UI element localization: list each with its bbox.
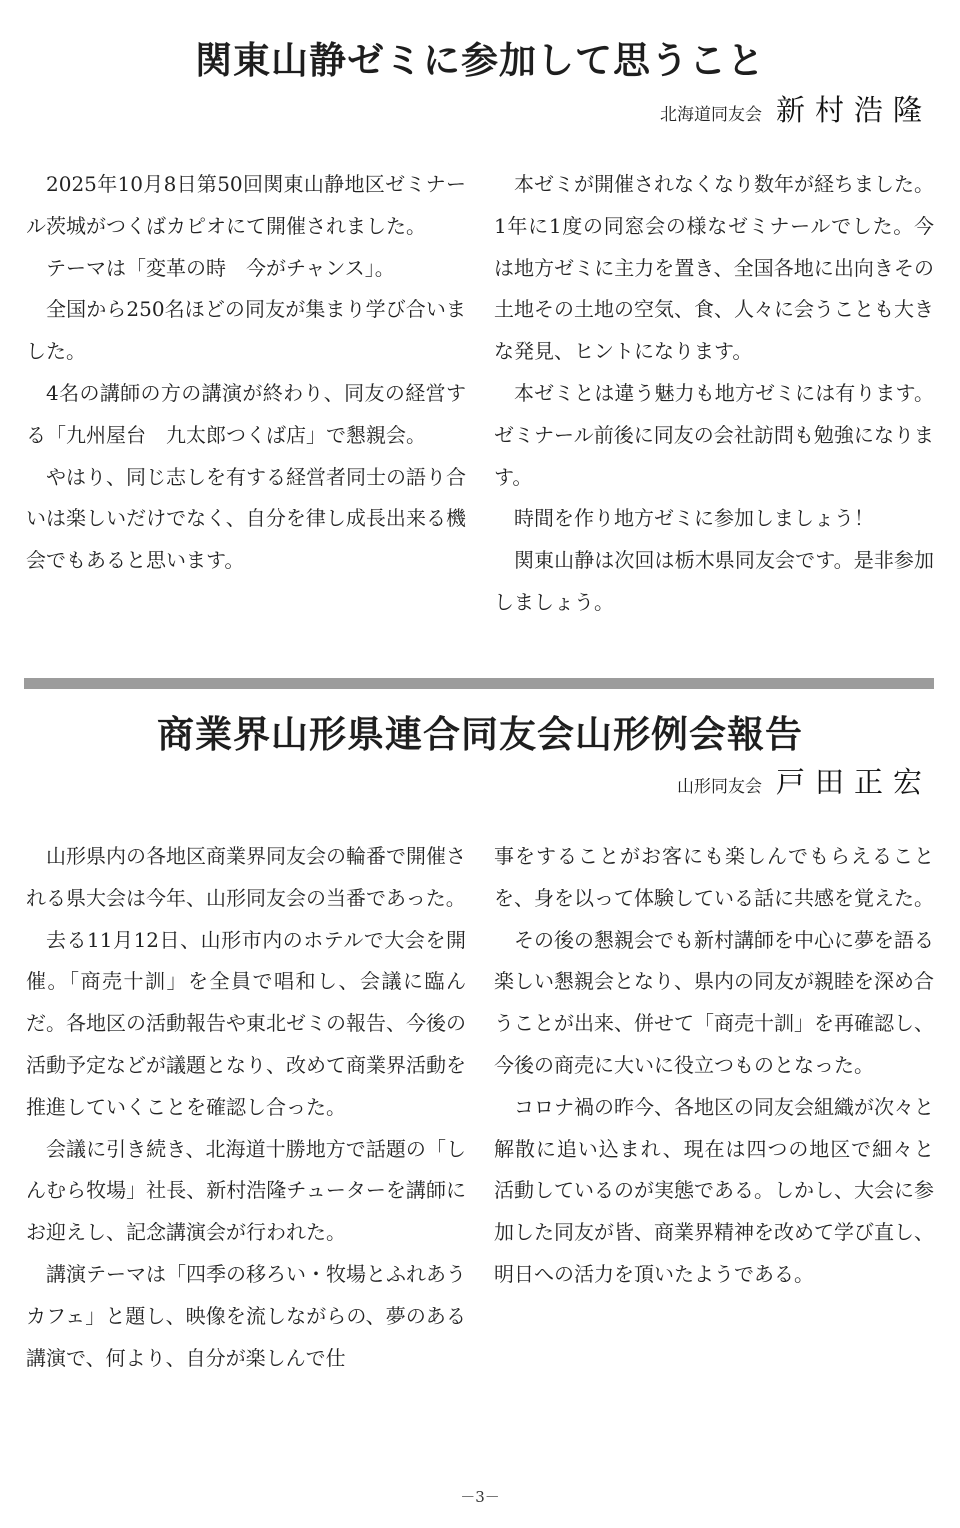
paragraph: 山形県内の各地区商業界同友会の輪番で開催される県大会は今年、山形同友会の当番であった。 [26,844,466,910]
section-divider [24,678,934,689]
paragraph: 講演テーマは「四季の移ろい・牧場とふれあうカフェ」と題し、映像を流しながらの、夢のある講演で、何より、自分が楽しんで仕 [26,1261,466,1370]
paragraph: テーマは「変革の時 今がチャンス」。 [46,255,395,280]
article1-byline [660,88,932,129]
article2-body [26,836,934,1379]
paragraph: 去る11月12日、山形市内のホテルで大会を開催。「商売十訓」を全員で唱和し、会議に臨んだ。各地区の活動報告や東北ゼミの報告、今後の活動予定などが議題となり、改めて商業界活動を推進していくことを確認し合った。 [26,927,466,1119]
article2-left-column [26,836,466,1379]
article1-left-column [26,164,466,624]
article1-right-column [494,164,934,624]
article2-title: 商業界山形県連合同友会山形例会報告 [157,713,803,756]
paragraph: 本ゼミとは違う魅力も地方ゼミには有ります。ゼミナール前後に同友の会社訪問も勉強になります。 [494,380,934,489]
article1-title: 関東山静ゼミに参加して思うこと [195,39,765,82]
paragraph: 関東山静は次回は栃木県同友会です。是非参加しましょう。 [494,548,934,614]
paragraph: コロナ禍の昨今、各地区の同友会組織が次々と解散に追い込まれ、現在は四つの地区で細々と活動しているのが実態である。しかし、大会に参加した同友が皆、商業界精神を改めて学び直し、明日への活力を頂いたようである。 [494,1094,934,1286]
article1-body [26,164,934,624]
article2-org: 山形同友会 [676,777,762,797]
article2-right-column [494,836,934,1379]
paragraph: 2025年10月8日第50回関東山静地区ゼミナール茨城がつくばカピオにて開催されました。 [26,172,466,238]
article1-org: 北海道同友会 [659,105,762,125]
paragraph: 4名の講師の方の講演が終わり、同友の経営する「九州屋台 九太郎つくば店」で懇親会。 [26,380,466,447]
paragraph: 会議に引き続き、北海道十勝地方で話題の「しんむら牧場」社長、新村浩隆チューターを講師にお迎えし、記念講演会が行われた。 [26,1136,466,1245]
article2-byline [677,760,932,801]
article1-author: 新村浩隆 [775,93,932,127]
paragraph: やはり、同じ志しを有する経営者同士の語り合いは楽しいだけでなく、自分を律し成長出来る機会でもあると思います。 [26,464,466,573]
paragraph-continuation: 事をすることがお客にも楽しんでもらえることを、身を以って体験している話に共感を覚えた。 [494,844,934,910]
article2-author: 戸田正宏 [775,765,932,799]
paragraph: 本ゼミが開催されなくなり数年が経ちました。1年に1度の同窓会の様なゼミナールでした。今は地方ゼミに主力を置き、全国各地に出向きその土地その土地の空気、食、人々に会うことも大きな発見、ヒントになります。 [494,172,934,364]
page-number: －3－ [460,1488,500,1506]
paragraph: その後の懇親会でも新村講師を中心に夢を語る楽しい懇親会となり、県内の同友が親睦を深め合うことが出来、併せて「商売十訓」を再確認し、今後の商売に大いに役立つものとなった。 [494,927,934,1077]
paragraph: 全国から250名ほどの同友が集まり学び合いました。 [26,297,466,364]
paragraph: 時間を作り地方ゼミに参加しましょう！ [514,506,874,531]
